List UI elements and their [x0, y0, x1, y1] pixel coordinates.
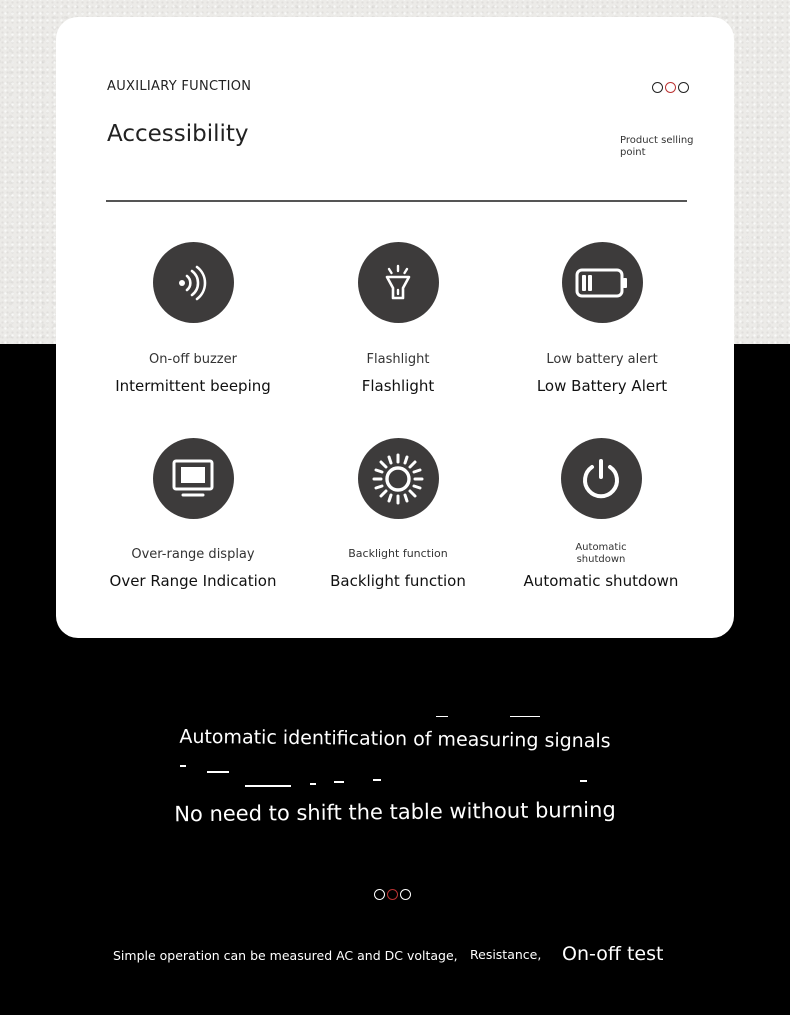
text-fragment: [207, 771, 229, 773]
battery-icon: [575, 267, 629, 299]
monitor-icon: [171, 458, 215, 500]
feature-label: Low battery alert: [546, 351, 658, 367]
feature-backlight: [303, 438, 493, 590]
pagination-dots-dark: [374, 889, 411, 900]
sound-waves-icon: [173, 263, 213, 303]
feature-low-battery: [507, 242, 697, 395]
bottom-text-operation: Simple operation can be measured AC and DC voltage,: [113, 948, 458, 963]
section-title: Accessibility: [107, 121, 249, 147]
bottom-text-resistance: Resistance,: [470, 947, 542, 962]
text-fragment: [334, 781, 344, 783]
text-fragment: [373, 779, 381, 781]
selling-point-label: Product selling point: [620, 135, 694, 158]
divider: [106, 200, 687, 202]
feature-title: Flashlight: [361, 377, 435, 395]
feature-label: Flashlight: [366, 351, 430, 367]
feature-label: On-off buzzer: [149, 351, 237, 367]
accessibility-card: [56, 17, 734, 638]
pagination-dots: [652, 82, 689, 93]
dot-active: [665, 82, 676, 93]
sun-icon: [370, 451, 426, 507]
feature-flashlight: [303, 242, 493, 395]
flashlight-icon: [378, 263, 418, 303]
feature-title: Intermittent beeping: [115, 377, 271, 395]
text-fragment: [436, 716, 448, 717]
feature-label: Automatic shutdown: [575, 542, 627, 565]
feature-title: Automatic shutdown: [523, 572, 679, 590]
feature-label: Backlight function: [348, 547, 448, 560]
text-fragment: [310, 783, 316, 785]
feature-title: Over Range Indication: [109, 572, 277, 590]
promo-line-2: No need to shift the table without burning: [174, 797, 616, 827]
text-fragment: [510, 716, 540, 717]
feature-auto-shutdown: [506, 438, 696, 590]
promo-line-1: Automatic identification of measuring signals: [179, 725, 611, 753]
dot: [374, 889, 385, 900]
text-fragment: [180, 765, 186, 767]
dot: [678, 82, 689, 93]
feature-title: Low Battery Alert: [536, 377, 668, 395]
feature-over-range: [98, 438, 288, 590]
dot-active: [387, 889, 398, 900]
feature-label: Over-range display: [131, 546, 255, 562]
dot: [400, 889, 411, 900]
feature-title: Backlight function: [330, 572, 466, 590]
feature-buzzer: [98, 242, 288, 395]
power-icon: [579, 457, 623, 501]
text-fragment: [245, 785, 291, 787]
section-eyebrow: AUXILIARY FUNCTION: [107, 79, 252, 94]
bottom-text-onoff: On-off test: [562, 943, 664, 965]
text-fragment: [580, 780, 587, 782]
dot: [652, 82, 663, 93]
